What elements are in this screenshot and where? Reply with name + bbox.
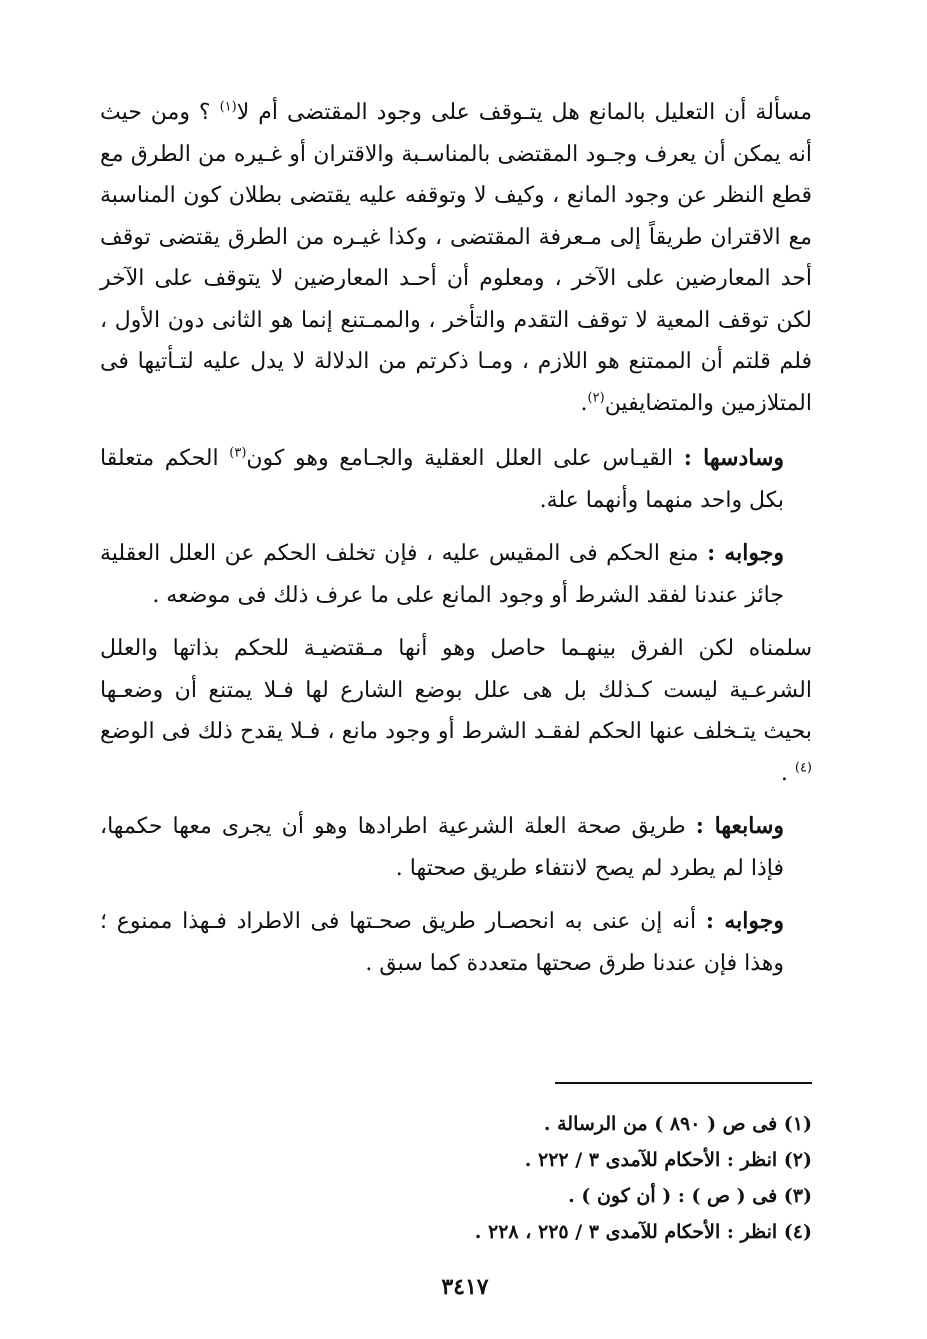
footnote-3: (٣) فى ( ص ) : ( أن كون ) . — [568, 1185, 812, 1207]
paragraph-2 — [100, 438, 812, 521]
paragraph-4 — [100, 628, 812, 794]
paragraph-5 — [100, 806, 812, 889]
page-number: ٣٤١٧ — [441, 1274, 489, 1300]
footnote-divider — [555, 1082, 812, 1084]
footnote-2: (٢) انظر : الأحكام للآمدى ٣ / ٢٢٢ . — [524, 1149, 812, 1171]
paragraph-1-text-a: مسألة أن التعليل بالمانع هل يتـوقف على وجود المقتضى أم لا — [236, 100, 813, 125]
paragraph-4-text: سلمناه لكن الفرق بينهـما حاصل وهو أنها مـقتضيـة للحكم بذاتها والعلل الشرعـية ليست كـذلك بل هى علل بوضع الشارع لها فـلا يمتنع أن وضعـها بحيث يتـخلف عنها الحكم لفقـد الشرط أو وجود مانع ، فـلا يقدح ذلك فى الوضع — [100, 636, 813, 744]
footnote-ref-4: (٤) — [794, 760, 812, 776]
paragraph-1-end: . — [580, 390, 588, 416]
paragraph-5-text: طريق صحة العلة الشرعية اطرادها وهو أن يجرى معها حكمها، فإذا لم يطرد لم يصح لانتفاء طريق صحتها . — [100, 814, 784, 881]
paragraph-2-text-b: الحكم متعلقا بكل واحد منهما وأنهما علة. — [100, 446, 784, 513]
footnote-ref-1: (١) — [219, 99, 237, 115]
paragraph-1-text-b: ؟ ومن حيث أنه يمكن أن يعرف وجـود المقتضى بالمناسـبة والاقتران أو غـيره من الطرق مع قطع النظر عن وجود المانع ، وكيف لا وتوقفه عليه يقتضى بطلان كون المناسبة مع الاقتران طريقاً إلى مـعرفة المقتضى ، وكذا غيـره من الطرق يقتضى توقف أحد المعارضين على الآخر ، ومعلوم أن أحـد المعارضين لا يتوقف على الآخر لكن توقف المعية لا توقف التقدم والتأخر ، والممـتنع إنما هو الثانى دون الأول ، فلم قلتم أن الممتنع هو اللازم ، ومـا ذكرتم من الدلالة لا يدل عليه لتـأتيها فى المتلازمين والمتضايفين — [100, 100, 812, 416]
footnotes — [252, 1106, 812, 1250]
footnote-1: (١) فى ص ( ٨٩٠ ) من الرسالة . — [543, 1113, 812, 1135]
paragraph-3-lead: وجوابه : — [707, 540, 784, 566]
paragraph-5-lead: وسابعها : — [695, 813, 785, 839]
page-body — [100, 92, 812, 996]
paragraph-3 — [100, 533, 812, 616]
footnote-ref-2: (٢) — [587, 390, 605, 406]
paragraph-3-text: منع الحكم فى المقيس عليه ، فإن تخلف الحكم عن العلل العقلية جائز عندنا لفقد الشرط أو وجود المانع على ما عرف ذلك فى موضعه . — [100, 541, 784, 608]
paragraph-6 — [100, 901, 812, 984]
footnote-ref-3: (٣) — [229, 445, 247, 461]
paragraph-1 — [100, 92, 812, 424]
footnote-4: (٤) انظر : الأحكام للآمدى ٣ / ٢٢٥ ، ٢٢٨ . — [474, 1221, 812, 1243]
paragraph-2-text-a: القيـاس على العلل العقلية والجـامع وهو كون — [246, 446, 684, 471]
paragraph-4-end: . — [780, 760, 795, 786]
paragraph-6-text: أنه إن عنى به انحصـار طريق صحـتها فى الاطراد فـهذا ممنوع ؛ وهذا فإن عندنا طرق صحتها متعددة كما سبق . — [100, 909, 784, 976]
paragraph-2-lead: وسادسها : — [683, 445, 784, 471]
paragraph-6-lead: وجوابه : — [705, 908, 784, 934]
